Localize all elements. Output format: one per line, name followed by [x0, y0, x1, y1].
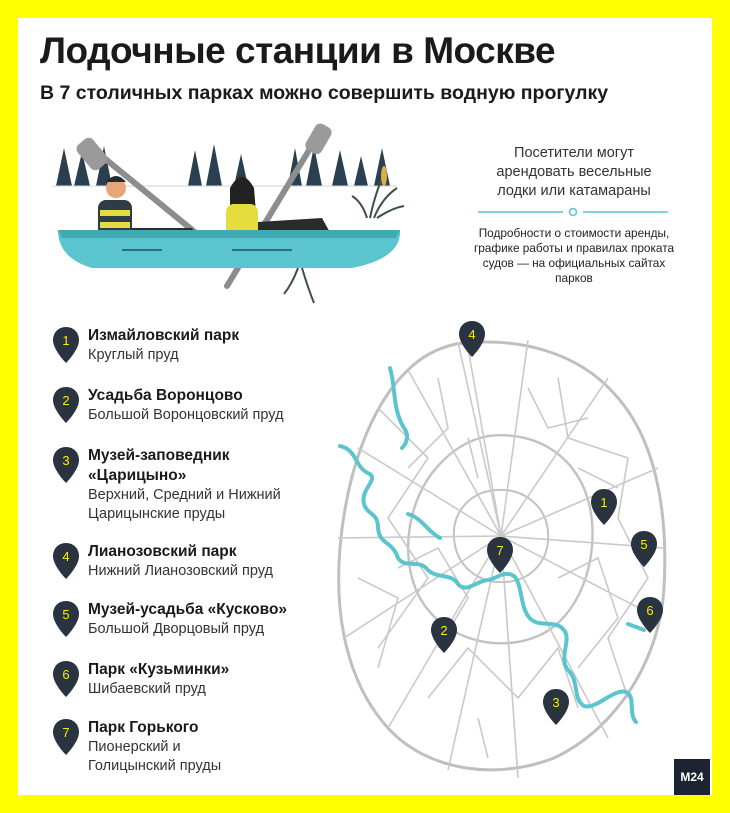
boat-illustration: [52, 118, 432, 308]
map-pin-7: [487, 537, 513, 573]
page-subtitle: В 7 столичных парках можно совершить водную прогулку: [40, 82, 609, 104]
pin-number: 3: [62, 453, 70, 468]
park-ponds: Нижний Лианозовский пруд: [88, 563, 273, 579]
pin-number: 3: [552, 695, 560, 710]
map-pin-icon: [52, 326, 80, 364]
park-name: Измайловский парк: [88, 327, 240, 344]
park-name: Лианозовский парк: [88, 543, 237, 560]
park-name: Музей-заповедник «Царицыно»: [88, 447, 230, 484]
park-ponds: Большой Дворцовый пруд: [88, 621, 265, 637]
park-ponds: Пионерский и Голицынский пруды: [88, 739, 222, 774]
map-pin-4: [459, 321, 485, 357]
map-pin-icon: [52, 542, 80, 580]
park-ponds: Шибаевский пруд: [88, 681, 206, 697]
page-title: Лодочные станции в Москве: [40, 30, 556, 71]
map-pin-3: [543, 689, 569, 725]
map-pin-5: [631, 531, 657, 567]
trees: [56, 144, 390, 186]
side-note-lead: Посетители могут арендовать весельные лодки или катамараны: [496, 145, 652, 199]
map-pin-icon: [52, 446, 80, 484]
pin-number: 4: [468, 327, 476, 342]
park-ponds: Круглый пруд: [88, 347, 179, 363]
pin-number: 5: [62, 607, 70, 622]
map-pin-1: [591, 489, 617, 525]
pin-number: 4: [62, 549, 70, 564]
pin-number: 7: [496, 543, 504, 558]
pin-number: 2: [62, 393, 70, 408]
pin-number: 2: [440, 623, 448, 638]
pin-number: 6: [62, 667, 70, 682]
pin-number: 6: [646, 603, 654, 618]
map-pin-icon: [52, 718, 80, 756]
park-ponds: Верхний, Средний и Нижний Царицынские пруды: [88, 487, 281, 522]
park-name: Парк Горького: [88, 719, 199, 736]
park-ponds: Большой Воронцовский пруд: [88, 407, 284, 423]
pin-number: 7: [62, 725, 70, 740]
park-name: Усадьба Воронцово: [88, 387, 243, 404]
park-name: Музей-усадьба «Кусково»: [88, 601, 288, 618]
pin-number: 1: [600, 495, 608, 510]
pin-number: 1: [62, 333, 70, 348]
m24-logo: M24: [674, 759, 710, 795]
moscow-map: [318, 318, 678, 788]
side-note-details: Подробности о стоимости аренды, графике работы и правилах проката судов — на официальных сайтах парков: [473, 226, 675, 285]
map-pin-icon: [52, 600, 80, 638]
pin-number: 5: [640, 537, 648, 552]
park-name: Парк «Кузьминки»: [88, 661, 230, 678]
map-pin-icon: [52, 660, 80, 698]
divider-ornament: [478, 206, 668, 218]
map-pin-icon: [52, 386, 80, 424]
